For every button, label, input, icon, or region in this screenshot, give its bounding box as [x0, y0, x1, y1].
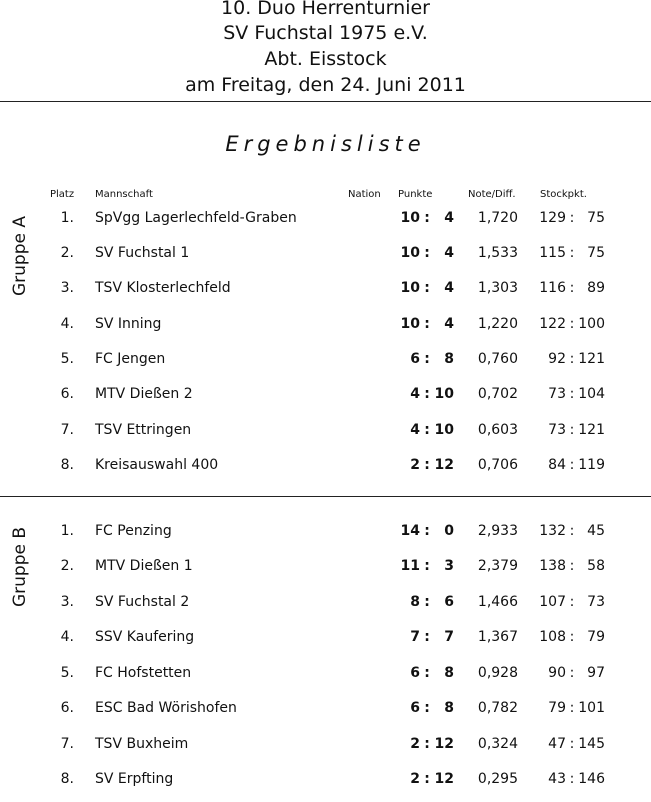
- points-lost: 7: [444, 629, 454, 645]
- stock-points-for: 116: [539, 280, 566, 296]
- stock-separator: :: [569, 665, 575, 681]
- stock-separator: :: [569, 594, 575, 610]
- table-row: [0, 280, 651, 302]
- points-won: 4: [410, 386, 420, 402]
- points-separator: :: [424, 457, 430, 473]
- stock-points-for: 115: [539, 245, 566, 261]
- team-name: FC Jengen: [95, 351, 166, 367]
- stock-separator: :: [569, 523, 575, 539]
- points-separator: :: [424, 422, 430, 438]
- rank: 3.: [60, 594, 74, 610]
- points-lost: 12: [434, 771, 454, 787]
- stock-points-for: 108: [539, 629, 566, 645]
- points-lost: 4: [444, 245, 454, 261]
- rank: 2.: [60, 558, 74, 574]
- note-value: 2,379: [477, 558, 518, 574]
- note-value: 0,928: [477, 665, 518, 681]
- points-separator: :: [424, 523, 430, 539]
- stock-points-for: 73: [548, 386, 566, 402]
- points-lost: 10: [434, 422, 454, 438]
- table-row: [0, 210, 651, 232]
- points-separator: :: [424, 629, 430, 645]
- points-separator: :: [424, 558, 430, 574]
- points-separator: :: [424, 280, 430, 296]
- stock-separator: :: [569, 210, 575, 226]
- table-row: [0, 422, 651, 444]
- points-separator: :: [424, 210, 430, 226]
- rank: 5.: [60, 351, 74, 367]
- rank: 6.: [60, 700, 74, 716]
- table-row: [0, 771, 651, 793]
- points-won: 6: [410, 351, 420, 367]
- stock-points-against: 100: [578, 316, 605, 332]
- points-separator: :: [424, 700, 430, 716]
- group-divider: [0, 496, 651, 497]
- team-name: SV Inning: [95, 316, 162, 332]
- header-line-2: SV Fuchstal 1975 e.V.: [223, 22, 428, 44]
- note-value: 0,760: [477, 351, 518, 367]
- note-value: 2,933: [477, 523, 518, 539]
- points-separator: :: [424, 386, 430, 402]
- stock-points-against: 97: [587, 665, 605, 681]
- stock-points-for: 47: [548, 736, 566, 752]
- points-separator: :: [424, 771, 430, 787]
- team-name: TSV Klosterlechfeld: [95, 280, 231, 296]
- rank: 5.: [60, 665, 74, 681]
- points-lost: 0: [444, 523, 454, 539]
- header-divider: [0, 101, 651, 102]
- points-won: 14: [400, 523, 420, 539]
- team-name: TSV Buxheim: [95, 736, 189, 752]
- team-name: MTV Dießen 1: [95, 558, 193, 574]
- points-won: 2: [410, 457, 420, 473]
- stock-points-for: 132: [539, 523, 566, 539]
- rank: 2.: [60, 245, 74, 261]
- rank: 7.: [60, 422, 74, 438]
- list-title: Ergebnisliste: [225, 132, 426, 156]
- stock-points-against: 121: [578, 351, 605, 367]
- stock-points-against: 89: [587, 280, 605, 296]
- col-header-platz: Platz: [50, 189, 75, 200]
- stock-points-against: 101: [578, 700, 605, 716]
- note-value: 0,702: [477, 386, 518, 402]
- note-value: 0,603: [477, 422, 518, 438]
- points-won: 2: [410, 771, 420, 787]
- stock-points-for: 73: [548, 422, 566, 438]
- points-won: 10: [400, 245, 420, 261]
- points-separator: :: [424, 316, 430, 332]
- points-lost: 8: [444, 351, 454, 367]
- points-lost: 3: [444, 558, 454, 574]
- points-won: 10: [400, 210, 420, 226]
- rank: 1.: [60, 210, 74, 226]
- rank: 1.: [60, 523, 74, 539]
- stock-points-against: 75: [587, 245, 605, 261]
- points-lost: 8: [444, 665, 454, 681]
- rank: 8.: [60, 457, 74, 473]
- table-row: [0, 629, 651, 651]
- col-header-punkte: Punkte: [398, 189, 433, 200]
- group-label-b: Gruppe B: [10, 526, 30, 607]
- stock-points-for: 79: [548, 700, 566, 716]
- stock-separator: :: [569, 629, 575, 645]
- stock-points-against: 79: [587, 629, 605, 645]
- points-separator: :: [424, 594, 430, 610]
- stock-points-against: 73: [587, 594, 605, 610]
- points-won: 6: [410, 700, 420, 716]
- col-header-stockpkt: Stockpkt.: [540, 189, 587, 200]
- stock-points-against: 104: [578, 386, 605, 402]
- points-lost: 12: [434, 736, 454, 752]
- stock-separator: :: [569, 280, 575, 296]
- points-won: 10: [400, 280, 420, 296]
- stock-points-against: 145: [578, 736, 605, 752]
- header-line-1: 10. Duo Herrenturnier: [221, 0, 430, 19]
- note-value: 1,367: [477, 629, 518, 645]
- stock-points-for: 122: [539, 316, 566, 332]
- stock-separator: :: [569, 700, 575, 716]
- stock-separator: :: [569, 245, 575, 261]
- stock-separator: :: [569, 422, 575, 438]
- points-won: 4: [410, 422, 420, 438]
- rank: 4.: [60, 629, 74, 645]
- points-won: 2: [410, 736, 420, 752]
- col-header-note: Note/Diff.: [468, 189, 516, 200]
- points-lost: 4: [444, 280, 454, 296]
- points-won: 11: [400, 558, 420, 574]
- stock-points-for: 138: [539, 558, 566, 574]
- header-line-3: Abt. Eisstock: [264, 48, 387, 70]
- rank: 3.: [60, 280, 74, 296]
- stock-separator: :: [569, 558, 575, 574]
- team-name: SpVgg Lagerlechfeld-Graben: [95, 210, 297, 226]
- points-lost: 4: [444, 210, 454, 226]
- points-separator: :: [424, 351, 430, 367]
- stock-separator: :: [569, 457, 575, 473]
- points-separator: :: [424, 245, 430, 261]
- team-name: Kreisauswahl 400: [95, 457, 219, 473]
- stock-points-against: 45: [587, 523, 605, 539]
- note-value: 0,782: [477, 700, 518, 716]
- header-line-4: am Freitag, den 24. Juni 2011: [185, 74, 466, 96]
- points-won: 7: [410, 629, 420, 645]
- points-lost: 8: [444, 700, 454, 716]
- points-won: 8: [410, 594, 420, 610]
- stock-points-for: 129: [539, 210, 566, 226]
- stock-separator: :: [569, 316, 575, 332]
- table-row: [0, 457, 651, 479]
- stock-points-against: 121: [578, 422, 605, 438]
- stock-points-against: 75: [587, 210, 605, 226]
- team-name: TSV Ettringen: [95, 422, 192, 438]
- team-name: FC Hofstetten: [95, 665, 192, 681]
- note-value: 1,303: [477, 280, 518, 296]
- points-lost: 10: [434, 386, 454, 402]
- stock-separator: :: [569, 386, 575, 402]
- table-row: [0, 245, 651, 267]
- team-name: FC Penzing: [95, 523, 172, 539]
- col-header-mannschaft: Mannschaft: [95, 189, 153, 200]
- points-separator: :: [424, 736, 430, 752]
- table-row: [0, 351, 651, 373]
- note-value: 1,220: [477, 316, 518, 332]
- stock-points-against: 119: [578, 457, 605, 473]
- stock-points-for: 84: [548, 457, 566, 473]
- stock-separator: :: [569, 351, 575, 367]
- team-name: SV Fuchstal 2: [95, 594, 190, 610]
- col-header-nation: Nation: [348, 189, 381, 200]
- stock-separator: :: [569, 736, 575, 752]
- table-row: [0, 386, 651, 408]
- note-value: 1,533: [477, 245, 518, 261]
- table-row: [0, 316, 651, 338]
- stock-points-for: 92: [548, 351, 566, 367]
- table-row: [0, 736, 651, 758]
- stock-points-for: 107: [539, 594, 566, 610]
- points-lost: 12: [434, 457, 454, 473]
- note-value: 0,295: [477, 771, 518, 787]
- rank: 7.: [60, 736, 74, 752]
- team-name: ESC Bad Wörishofen: [95, 700, 237, 716]
- stock-points-against: 146: [578, 771, 605, 787]
- stock-points-against: 58: [587, 558, 605, 574]
- rank: 4.: [60, 316, 74, 332]
- table-row: [0, 700, 651, 722]
- rank: 6.: [60, 386, 74, 402]
- table-row: [0, 594, 651, 616]
- points-lost: 4: [444, 316, 454, 332]
- team-name: SSV Kaufering: [95, 629, 195, 645]
- note-value: 1,720: [477, 210, 518, 226]
- team-name: MTV Dießen 2: [95, 386, 193, 402]
- points-won: 6: [410, 665, 420, 681]
- points-won: 10: [400, 316, 420, 332]
- stock-points-for: 43: [548, 771, 566, 787]
- team-name: SV Erpfting: [95, 771, 174, 787]
- points-lost: 6: [444, 594, 454, 610]
- note-value: 0,706: [477, 457, 518, 473]
- rank: 8.: [60, 771, 74, 787]
- points-separator: :: [424, 665, 430, 681]
- note-value: 1,466: [477, 594, 518, 610]
- table-row: [0, 558, 651, 580]
- table-row: [0, 665, 651, 687]
- stock-points-for: 90: [548, 665, 566, 681]
- team-name: SV Fuchstal 1: [95, 245, 190, 261]
- note-value: 0,324: [477, 736, 518, 752]
- table-row: [0, 523, 651, 545]
- stock-separator: :: [569, 771, 575, 787]
- group-label-a: Gruppe A: [10, 215, 30, 296]
